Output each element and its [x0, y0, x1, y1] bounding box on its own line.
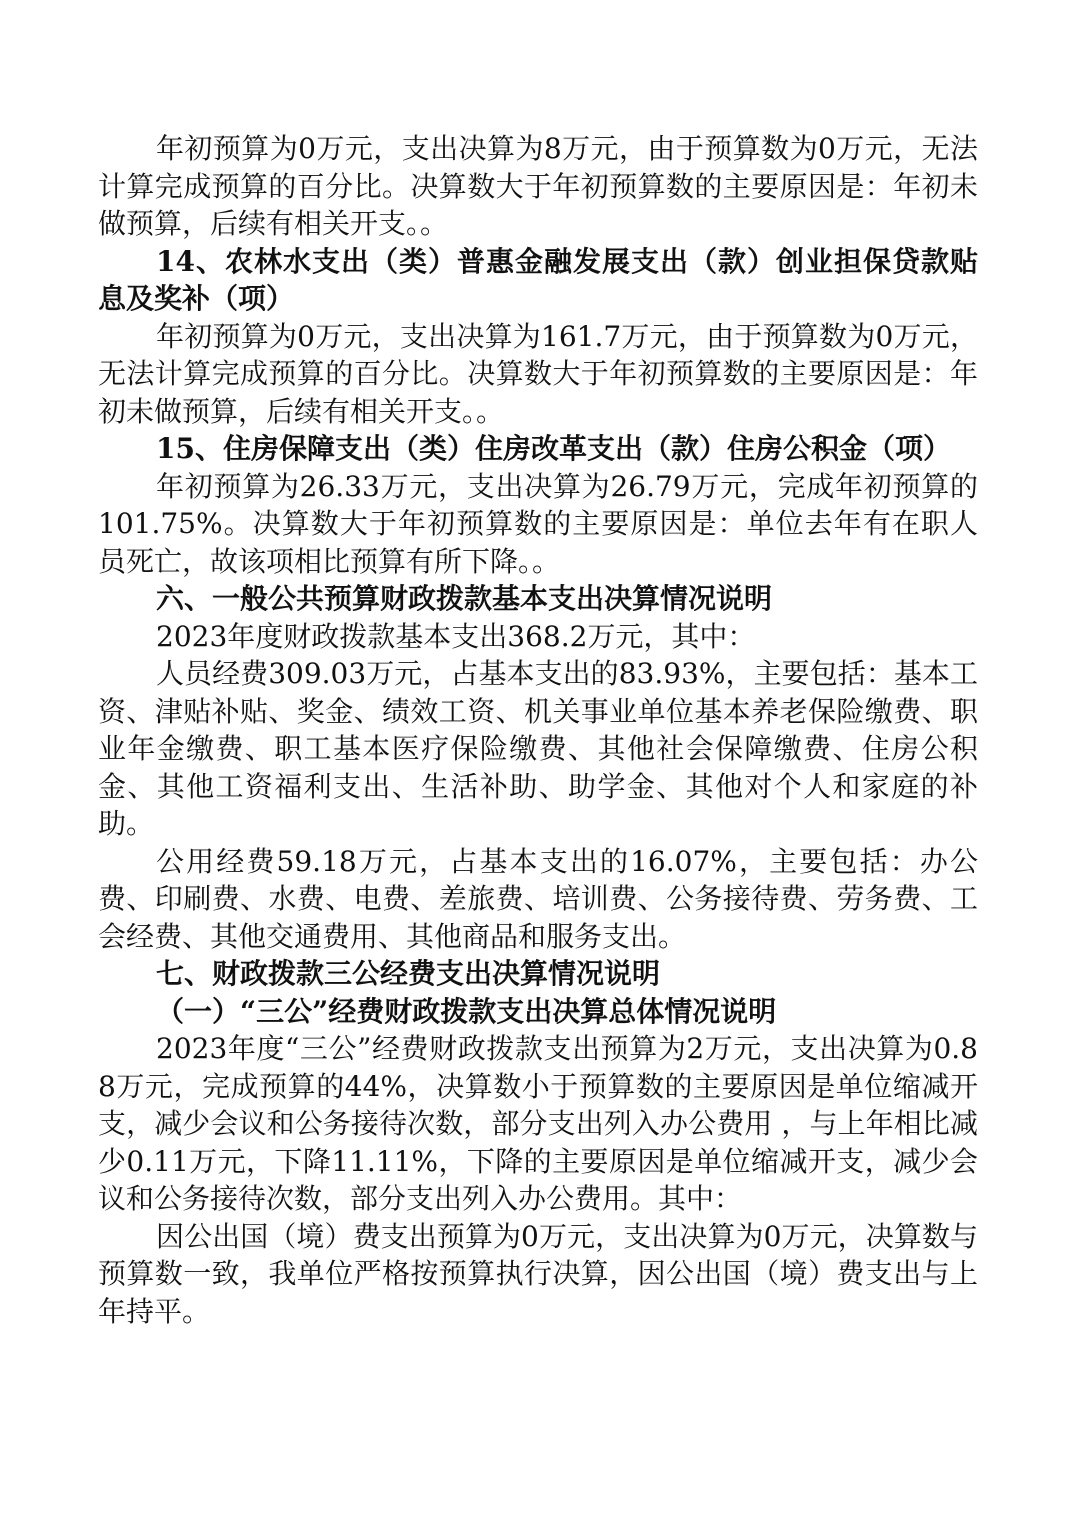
- section-heading: 15、住房保障支出（类）住房改革支出（款）住房公积金（项）: [156, 432, 951, 465]
- body-paragraph: 因公出国（境）费支出预算为0万元，支出决算为0万元，决算数与预算数一致，我单位严格按预算执行决算，因公出国（境）费支出与上年持平。: [98, 1219, 978, 1328]
- section-heading: 14、农林水支出（类）普惠金融发展支出（款）创业担保贷款贴息及奖补（项）: [98, 244, 978, 315]
- section-heading: 七、财政拨款三公经费支出决算情况说明: [156, 957, 661, 990]
- section-heading: 六、一般公共预算财政拨款基本支出决算情况说明: [156, 582, 773, 615]
- body-paragraph: 公用经费59.18万元，占基本支出的16.07%，主要包括：办公费、印刷费、水费、电费、差旅费、培训费、公务接待费、劳务费、工会经费、其他交通费用、其他商品和服务支出。: [98, 844, 978, 953]
- body-paragraph: 人员经费309.03万元，占基本支出的83.93%，主要包括：基本工资、津贴补贴、奖金、绩效工资、机关事业单位基本养老保险缴费、职业年金缴费、职工基本医疗保险缴费、其他社会保障缴费、住房公积金、其他工资福利支出、生活补助、助学金、其他对个人和家庭的补助。: [98, 657, 978, 840]
- body-paragraph: 年初预算为26.33万元，支出决算为26.79万元，完成年初预算的101.75%。决算数大于年初预算数的主要原因是：单位去年有在职人员死亡，故该项相比预算有所下降。。: [98, 469, 978, 578]
- subsection-heading: （一）“三公”经费财政拨款支出决算总体情况说明: [156, 994, 777, 1028]
- body-paragraph: 年初预算为0万元，支出决算为8万元，由于预算数为0万元，无法计算完成预算的百分比。决算数大于年初预算数的主要原因是：年初未做预算，后续有相关开支。。: [98, 132, 978, 240]
- body-paragraph: 2023年度“三公”经费财政拨款支出预算为2万元，支出决算为0.88万元，完成预算的44%，决算数小于预算数的主要原因是单位缩减开支，减少会议和公务接待次数，部分支出列入办公费用 ，与上年相比减少0.11万元，下降11.11%，下降的主要原因是单位缩减开支，减少会议和公务接待次数，部分支出列入办公费用。其中：: [98, 1032, 978, 1215]
- body-paragraph: 2023年度财政拨款基本支出368.2万元，其中：: [156, 619, 756, 653]
- document-page: [98, 130, 978, 1330]
- body-paragraph: 年初预算为0万元，支出决算为161.7万元，由于预算数为0万元，无法计算完成预算的百分比。决算数大于年初预算数的主要原因是：年初未做预算，后续有相关开支。。: [98, 319, 978, 428]
